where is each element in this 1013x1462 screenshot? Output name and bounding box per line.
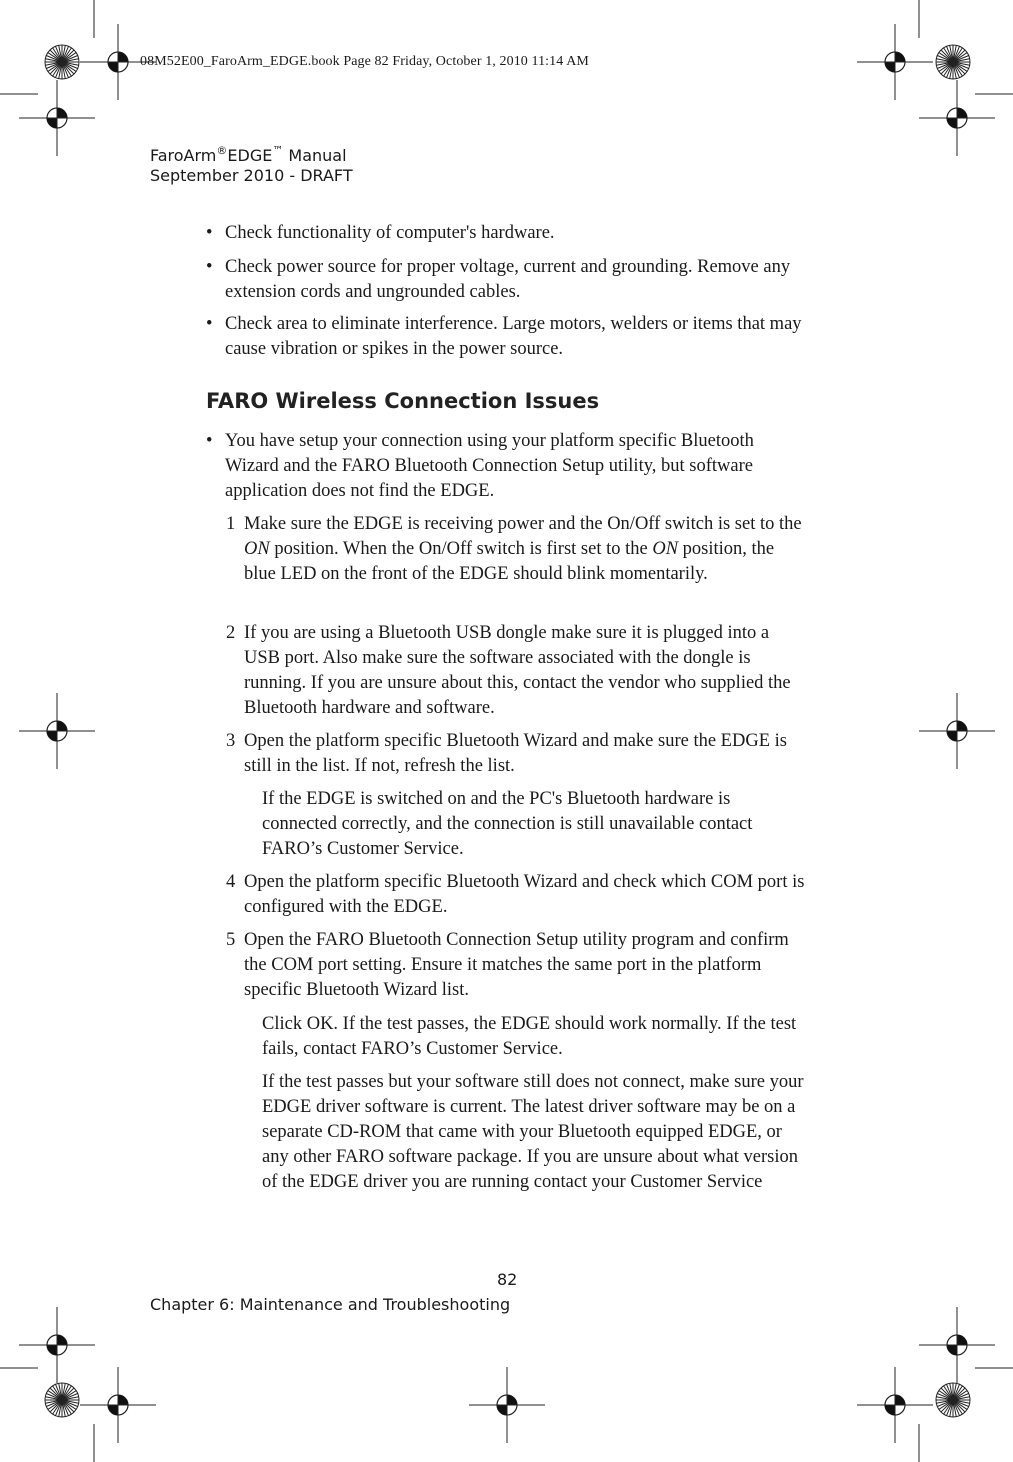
step-note: If the test passes but your software still does not connect, make sure your EDGE driver software is current. The latest driver software may be on a separate CD-ROM that came with your Bluetooth equipped EDGE, or any other FARO software package. If you are unsure about what version of the EDGE driver you are running contact your Customer Service bbox=[262, 1072, 804, 1192]
print-slug: 08M52E00_FaroArm_EDGE.book Page 82 Friday, October 1, 2010 11:14 AM bbox=[140, 54, 589, 69]
chapter-title: Chapter 6: Maintenance and Troubleshooting bbox=[150, 1295, 511, 1314]
section-heading: FARO Wireless Connection Issues bbox=[206, 389, 600, 413]
bullet-glyph: • bbox=[206, 314, 213, 334]
step-note: If the EDGE is switched on and the PC's Bluetooth hardware is connected correctly, and the connection is still unavailable contact FARO’s Customer Service. bbox=[262, 789, 753, 859]
page-number: 82 bbox=[497, 1270, 518, 1289]
bullet-glyph: • bbox=[206, 431, 213, 451]
manual-date: September 2010 - DRAFT bbox=[150, 166, 353, 185]
running-header bbox=[150, 146, 353, 186]
bullet-glyph: • bbox=[206, 223, 213, 243]
step-note: Click OK. If the test passes, the EDGE should work normally. If the test fails, contact FARO’s Customer Service. bbox=[262, 1014, 797, 1059]
bullet-glyph: • bbox=[206, 257, 213, 277]
manual-title: FaroArm®EDGE™ Manual bbox=[150, 144, 347, 165]
